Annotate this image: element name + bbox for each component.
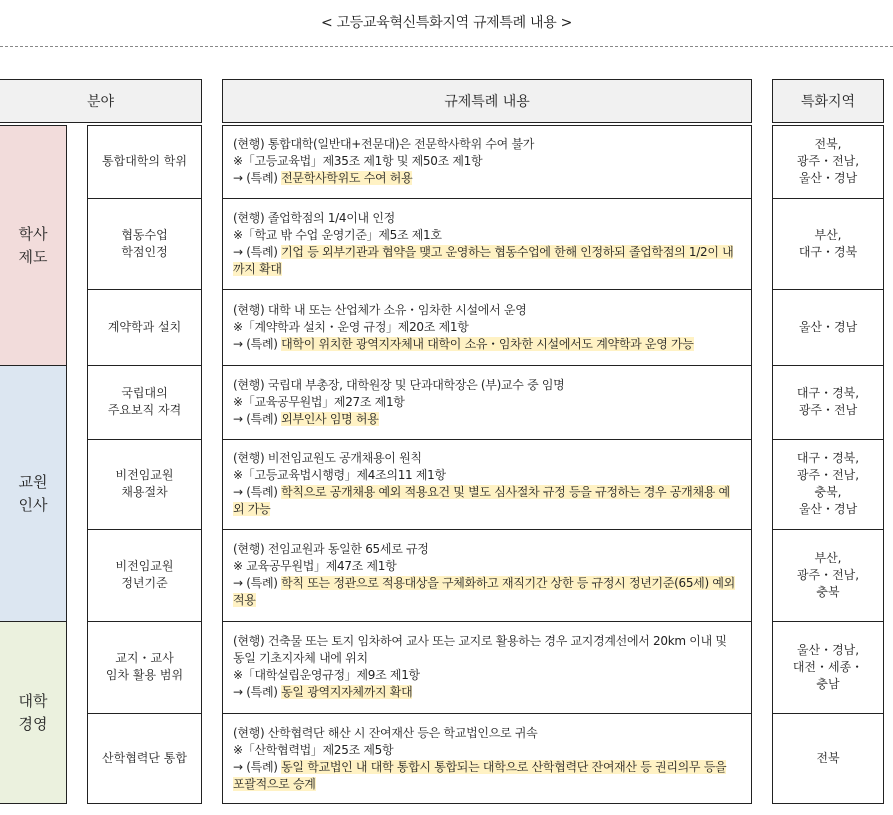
subcategory-line: 협동수업 [121,227,168,242]
category-label: 제도 [18,247,48,266]
region-line: 울산・경남 [798,502,858,516]
category-label: 인사 [18,495,48,514]
special-provision [233,575,741,609]
special-text: 동일 학교법인 내 대학 통합시 통합되는 대학으로 산학협력단 잔여재산 등 권리의무 등을 포괄적으로 승계 [233,759,727,791]
subcategory-line: 채용절차 [121,485,168,499]
special-provision [233,684,741,701]
current-rule: (현행) 졸업학점의 1/4이내 인정 [233,210,395,225]
special-provision [233,411,741,428]
current-rule: (현행) 건축물 또는 토지 임차하여 교사 또는 교지로 활용하는 경우 교지경계선에서 20km 이내 및 동일 기초지자체 내에 위치 [233,634,727,665]
region-line: 전북 [816,751,840,765]
legal-reference: ※「학교 밖 수업 운영기준」제5조 제1호 [233,227,442,242]
current-rule: (현행) 산학협력단 해산 시 잔여재산 등은 학교법인으로 귀속 [233,725,538,740]
category-faculty [0,365,67,621]
header-content: 규제특례 내용 [222,79,752,123]
special-prefix: → (특례) [233,171,282,185]
header-region: 특화지역 [772,79,884,123]
region-line: 광주・전남 [798,403,858,417]
subcategory-line: 산학협력단 통합 [102,751,187,765]
special-prefix: → (특례) [233,759,282,774]
legal-reference: ※ 교육공무원법」제47조 제1항 [233,559,397,573]
special-provision [233,244,741,278]
subcategory-line: 계약학과 설치 [107,319,182,334]
content-cell [223,198,751,289]
special-prefix: → (특례) [233,485,282,499]
category-label: 경영 [18,714,48,733]
title-divider [0,46,893,47]
special-provision [233,170,741,187]
category-management [0,621,67,804]
region-cell [773,713,883,804]
current-rule: (현행) 비전임교원도 공개채용이 원칙 [233,451,422,465]
subcategory-cell [88,198,201,289]
subcategory-cell [88,439,201,529]
category-academic [0,125,67,365]
special-prefix: → (특례) [233,336,282,351]
content-cell [223,365,751,439]
page-title: < 고등교육혁신특화지역 규제특례 내용 > [320,15,573,31]
region-cell [773,289,883,365]
content-cell [223,529,751,621]
subcategory-line: 비전임교원 [115,468,174,482]
region-line: 울산・경남, [796,642,860,657]
content-cell [223,289,751,365]
subcategory-line: 주요보직 자격 [107,403,182,417]
subcategory-line: 통합대학의 학위 [102,154,187,168]
special-prefix: → (특례) [233,576,282,590]
header-field: 분야 [0,79,202,123]
category-label: 대학 [18,691,48,710]
legal-reference: ※「고등교육법시행령」제4조의11 제1항 [233,468,446,482]
current-rule: (현행) 국립대 부총장, 대학원장 및 단과대학장은 (부)교수 중 임명 [233,377,565,392]
region-line: 광주・전남, [796,468,860,482]
region-line: 부산, [814,227,842,242]
content-cell [223,713,751,804]
special-prefix: → (특례) [233,685,282,699]
current-rule: (현행) 전임교원과 동일한 65세로 규정 [233,542,429,556]
region-line: 대구・경북, [796,386,860,400]
region-line: 충북, [814,485,842,499]
region-line: 전북, [814,137,842,151]
region-cell [773,529,883,621]
category-label: 학사 [18,224,48,243]
special-text: 동일 광역지자체까지 확대 [281,685,413,699]
legal-reference: ※「산학협력법」제25조 제5항 [233,742,394,757]
special-provision [233,484,741,518]
current-rule: (현행) 통합대학(일반대+전문대)은 전문학사학위 수여 불가 [233,137,535,151]
region-line: 광주・전남, [796,567,860,582]
region-line: 대구・경북, [796,451,860,465]
subcategory-cell [88,713,201,804]
legal-reference: ※「고등교육법」제35조 제1항 및 제50조 제1항 [233,154,483,168]
special-provision [233,759,741,793]
region-line: 대전・세종・ [792,659,864,674]
special-text: 기업 등 외부기관과 협약을 맺고 운영하는 협동수업에 한해 인정하되 졸업학점의 1/2이 내 까지 확대 [233,244,734,276]
current-rule: (현행) 대학 내 또는 산업체가 소유・임차한 시설에서 운영 [233,302,527,317]
subcategory-line: 교지・교사 [115,651,174,665]
subcategory-cell [88,125,201,198]
region-line: 충남 [816,676,840,691]
subcategory-cell [88,365,201,439]
subcategory-line: 정년기준 [121,576,168,590]
region-cell [773,125,883,198]
legal-reference: ※「교육공무원법」제27조 제1항 [233,394,405,409]
region-cell [773,198,883,289]
subcategory-cell [88,621,201,713]
region-line: 충북 [816,584,840,599]
special-text: 대학이 위치한 광역지자체내 대학이 소유・임차한 시설에서도 계약학과 운영 가능 [281,336,694,351]
region-cell [773,621,883,713]
region-line: 부산, [814,550,842,565]
category-label: 교원 [18,472,48,491]
subcategory-line: 임차 활용 범위 [105,668,184,682]
region-cell [773,439,883,529]
special-provision [233,336,741,353]
subcategory-line: 국립대의 [121,386,168,400]
region-line: 광주・전남, [796,154,860,168]
content-cell [223,125,751,198]
special-prefix: → (특례) [233,411,282,426]
subcategory-cell [88,529,201,621]
special-text: 외부인사 임명 허용 [281,411,379,426]
special-text: 전문학사학위도 수여 허용 [281,171,413,185]
special-text: 학칙 또는 정관으로 적용대상을 구체화하고 재직기간 상한 등 규정시 정년기준(65세) 예외 적용 [233,576,735,607]
region-line: 울산・경남 [798,319,858,334]
special-prefix: → (특례) [233,244,282,259]
legal-reference: ※「계약학과 설치・운영 규정」제20조 제1항 [233,319,469,334]
subcategory-line: 학점인정 [121,244,168,259]
region-line: 대구・경북 [798,244,858,259]
subcategory-line: 비전임교원 [115,559,174,573]
region-line: 울산・경남 [798,171,858,185]
special-text: 학칙으로 공개채용 예외 적용요건 및 별도 심사절차 규정 등을 규정하는 경우 공개채용 예외 가능 [233,485,730,516]
legal-reference: ※「대학설립운영규정」제9조 제1항 [233,668,420,682]
region-cell [773,365,883,439]
content-cell [223,439,751,529]
content-cell [223,621,751,713]
subcategory-cell [88,289,201,365]
